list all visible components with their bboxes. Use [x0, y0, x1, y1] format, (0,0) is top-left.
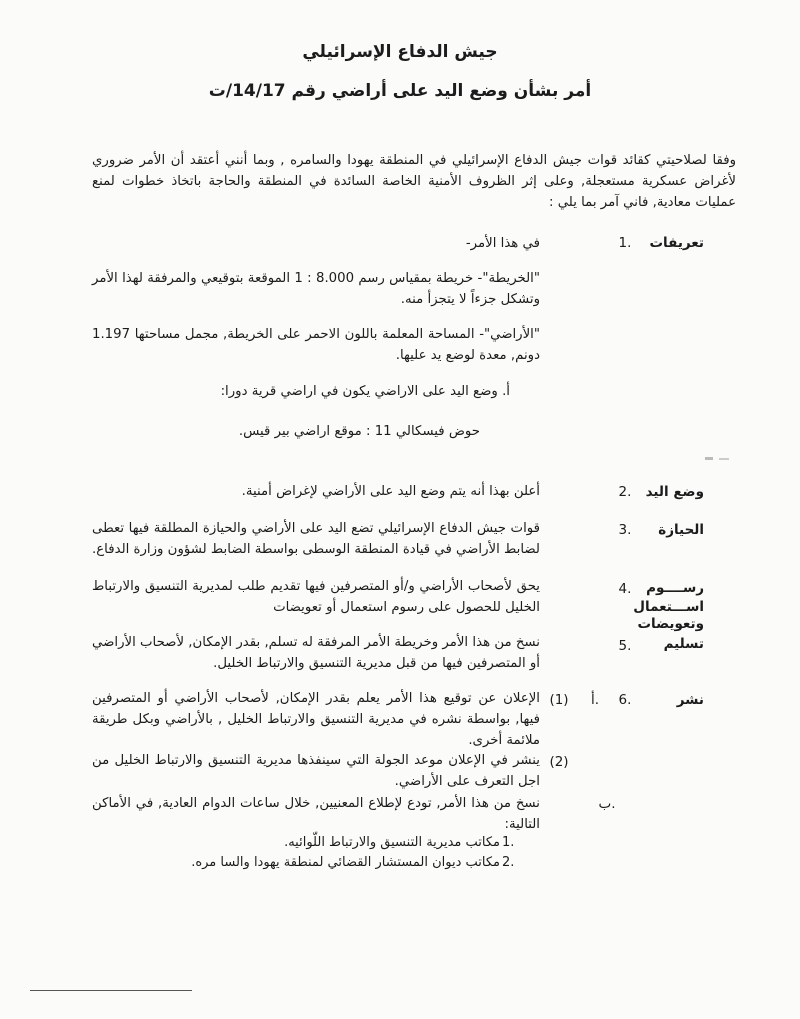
- plot-description: حوض فيسكالي 11 : موقع اراضي بير قيس.: [238, 424, 480, 439]
- section-1-lead: في هذا الأمر-: [465, 236, 540, 251]
- place-list-item-1-text: مكاتب مديرية التنسيق والارتباط اللّوائيه.: [284, 835, 500, 850]
- section-1-label: تعريفات: [649, 235, 704, 251]
- section-6-label: نشر: [676, 692, 704, 708]
- section-6-item-2-text: ينشر في الإعلان موعد الجولة التي سينفذها مديرية التنسيق والارتباط الخليل من اجل التعرف على الأراضي.: [92, 753, 540, 789]
- land-definition: "الأراضي"- المساحة المعلمة باللون الاحمر على الخريطة, مجمل مساحتها 1.197 دونم, معدة لوضع يد عليها.: [92, 327, 540, 363]
- section-4-number: 4.: [618, 581, 632, 597]
- place-list-item-2-text: مكاتب ديوان المستشار القضائي لمنطقة يهودا والسا مره.: [191, 855, 500, 870]
- section-2-number: 2.: [618, 484, 632, 500]
- section-6-sub-a-marker: أ.: [590, 692, 600, 708]
- section-1-number: 1.: [618, 235, 632, 251]
- document-subtitle: أمر بشأن وضع اليد على أراضي رقم 14/17/ت: [208, 81, 592, 101]
- section-3-label: الحيازة: [658, 522, 704, 538]
- section-5-label: تسليم: [663, 636, 704, 652]
- scan-speck-marks: [705, 455, 735, 463]
- section-1-sub-a: أ. وضع اليد على الاراضي يكون في اراضي قرية دورا:: [220, 384, 510, 399]
- section-3-text: قوات جيش الدفاع الإسرائيلي تضع اليد على الأراضي والحيازة المطلقة فيها تعطى لضابط الأراضي في قيادة المنطقة الوسطى بواسطة الضابط لشؤون وزارة الدفاع.: [92, 521, 540, 557]
- document-title: جيش الدفاع الإسرائيلي: [302, 42, 498, 62]
- section-6-item-2-marker: (2): [549, 754, 569, 770]
- section-6-item-1-marker: (1): [549, 692, 569, 708]
- footer-divider: [30, 990, 192, 991]
- section-4-label-line-2: اســـتعمال: [633, 599, 704, 615]
- place-list-item-2-number: 2.: [502, 855, 515, 870]
- place-list-item-1-number: 1.: [502, 835, 515, 850]
- section-3-number: 3.: [618, 522, 632, 538]
- map-definition: "الخريطة"- خريطة بمقياس رسم 8.000 : 1 الموقعة بتوقيعي والمرفقة لهذا الأمر وتشكل جزءاً لا يتجزأ منه.: [92, 271, 540, 307]
- section-6-item-1-text: الإعلان عن توقيع هذا الأمر يعلم بقدر الإمكان, لأصحاب الأراضي أو المتصرفين فيها, بواسطة نشره في مديرية التنسيق والارتباط الخليل , بالأراضي وبكل طريقة ملائمة أخرى.: [92, 691, 540, 748]
- section-4-text: يحق لأصحاب الأراضي و/أو المتصرفين فيها تقديم طلب لمديرية التنسيق والارتباط الخليل للحصول على رسوم استعمال أو تعويضات: [92, 579, 540, 615]
- intro-paragraph: وفقا لصلاحيتي كقائد قوات جيش الدفاع الإسرائيلي في المنطقة يهودا والسامره , وبما أنني أعتقد أن الأمر ضروري لأغراض عسكرية مستعجلة, وعلى إثر الظروف الأمنية الخاصة السائدة في المنطقة والحاجة باتخاذ خطوات لمنع عمليات معادية, فاني آمر بما يلي :: [92, 153, 736, 210]
- section-4-label-line-3: وتعويضات: [637, 616, 704, 632]
- section-6-sub-b-text: نسخ من هذا الأمر, تودع لإطلاع المعنيين, خلال ساعات الدوام العادية, في الأماكن التالية:: [92, 796, 540, 832]
- section-2-text: أعلن بهذا أنه يتم وضع اليد على الأراضي لإغراض أمنية.: [241, 484, 540, 499]
- section-2-label: وضع اليد: [645, 484, 704, 500]
- section-6-number: 6.: [618, 692, 632, 708]
- section-6-sub-b-marker: ب.: [598, 796, 616, 812]
- section-5-text: نسخ من هذا الأمر وخريطة الأمر المرفقة له تسلم, بقدر الإمكان, لأصحاب الأراضي أو المتصرفين فيها من قبل مديرية التنسيق والارتباط الخليل.: [92, 635, 540, 671]
- section-5-number: 5.: [618, 638, 632, 654]
- section-4-label-line-1: رســــوم: [646, 580, 704, 596]
